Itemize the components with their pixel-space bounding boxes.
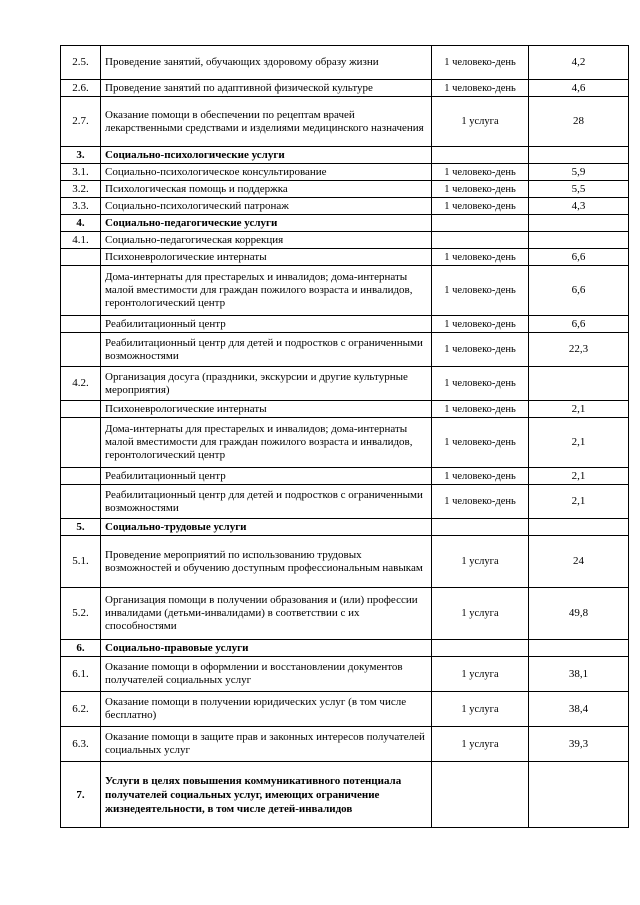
service-name: Проведение занятий по адаптивной физической культуре bbox=[101, 80, 432, 97]
row-number: 3.3. bbox=[61, 198, 101, 215]
service-unit: 1 человеко-день bbox=[432, 164, 529, 181]
service-unit: 1 человеко-день bbox=[432, 249, 529, 266]
table-row bbox=[61, 97, 629, 147]
service-name: Социально-психологический патронаж bbox=[101, 198, 432, 215]
service-value: 4,3 bbox=[529, 198, 629, 215]
section-title: Услуги в целях повышения коммуникативного потенциала получателей социальных услуг, имеющих ограничение жизнедеятельности, в том числе детей-инвалидов bbox=[101, 762, 432, 828]
service-unit: 1 услуга bbox=[432, 97, 529, 147]
service-name: Дома-интернаты для престарелых и инвалидов; дома-интернаты малой вместимости для граждан пожилого возраста и инвалидов, геронтологический центр bbox=[101, 418, 432, 468]
row-number bbox=[61, 316, 101, 333]
service-name: Оказание помощи в обеспечении по рецептам врачей лекарственными средствами и изделиями медицинского назначения bbox=[101, 97, 432, 147]
row-number: 3.2. bbox=[61, 181, 101, 198]
service-name: Социально-психологическое консультирование bbox=[101, 164, 432, 181]
section-row bbox=[61, 147, 629, 164]
section-row bbox=[61, 762, 629, 828]
row-number: 4.2. bbox=[61, 367, 101, 401]
service-value: 2,1 bbox=[529, 418, 629, 468]
row-number: 2.6. bbox=[61, 80, 101, 97]
service-value: 5,9 bbox=[529, 164, 629, 181]
service-unit: 1 человеко-день bbox=[432, 418, 529, 468]
table-row bbox=[61, 727, 629, 762]
service-name: Оказание помощи в оформлении и восстановлении документов получателей социальных услуг bbox=[101, 657, 432, 692]
section-row bbox=[61, 215, 629, 232]
service-value: 39,3 bbox=[529, 727, 629, 762]
service-name: Реабилитационный центр bbox=[101, 316, 432, 333]
table-row bbox=[61, 80, 629, 97]
table-row bbox=[61, 536, 629, 588]
row-number bbox=[61, 333, 101, 367]
row-number: 2.7. bbox=[61, 97, 101, 147]
row-number: 7. bbox=[61, 762, 101, 828]
service-unit: 1 человеко-день bbox=[432, 46, 529, 80]
row-number: 5.2. bbox=[61, 588, 101, 640]
section-title: Социально-трудовые услуги bbox=[101, 519, 432, 536]
service-unit: 1 человеко-день bbox=[432, 198, 529, 215]
service-unit bbox=[432, 147, 529, 164]
service-value bbox=[529, 519, 629, 536]
service-name: Психоневрологические интернаты bbox=[101, 249, 432, 266]
service-value: 2,1 bbox=[529, 468, 629, 485]
row-number: 3.1. bbox=[61, 164, 101, 181]
row-number bbox=[61, 266, 101, 316]
service-unit: 1 услуга bbox=[432, 727, 529, 762]
service-value: 6,6 bbox=[529, 249, 629, 266]
row-number: 5.1. bbox=[61, 536, 101, 588]
service-value bbox=[529, 367, 629, 401]
service-unit: 1 услуга bbox=[432, 657, 529, 692]
service-name: Организация помощи в получении образования и (или) профессии инвалидами (детьми-инвалидами) в соответствии с их способностями bbox=[101, 588, 432, 640]
service-value bbox=[529, 640, 629, 657]
row-number bbox=[61, 468, 101, 485]
table-row bbox=[61, 485, 629, 519]
row-number: 6.2. bbox=[61, 692, 101, 727]
section-row bbox=[61, 519, 629, 536]
service-unit bbox=[432, 519, 529, 536]
service-unit bbox=[432, 640, 529, 657]
table-row bbox=[61, 198, 629, 215]
service-unit bbox=[432, 215, 529, 232]
service-value: 2,1 bbox=[529, 485, 629, 519]
service-unit: 1 человеко-день bbox=[432, 468, 529, 485]
table-row bbox=[61, 46, 629, 80]
table-row bbox=[61, 367, 629, 401]
section-row bbox=[61, 640, 629, 657]
service-unit: 1 услуга bbox=[432, 692, 529, 727]
section-title: Социально-психологические услуги bbox=[101, 147, 432, 164]
service-value: 38,1 bbox=[529, 657, 629, 692]
service-value: 28 bbox=[529, 97, 629, 147]
service-name: Организация досуга (праздники, экскурсии и другие культурные мероприятия) bbox=[101, 367, 432, 401]
table-row bbox=[61, 316, 629, 333]
service-value: 4,2 bbox=[529, 46, 629, 80]
row-number bbox=[61, 418, 101, 468]
table-row bbox=[61, 232, 629, 249]
service-name: Проведение занятий, обучающих здоровому образу жизни bbox=[101, 46, 432, 80]
service-value bbox=[529, 762, 629, 828]
row-number bbox=[61, 401, 101, 418]
service-value: 6,6 bbox=[529, 316, 629, 333]
service-unit: 1 услуга bbox=[432, 536, 529, 588]
service-unit: 1 человеко-день bbox=[432, 401, 529, 418]
service-value: 4,6 bbox=[529, 80, 629, 97]
service-unit: 1 человеко-день bbox=[432, 80, 529, 97]
service-name: Реабилитационный центр для детей и подростков с ограниченными возможностями bbox=[101, 485, 432, 519]
service-name: Оказание помощи в защите прав и законных интересов получателей социальных услуг bbox=[101, 727, 432, 762]
service-name: Реабилитационный центр для детей и подростков с ограниченными возможностями bbox=[101, 333, 432, 367]
tariff-table bbox=[60, 45, 629, 828]
service-name: Дома-интернаты для престарелых и инвалидов; дома-интернаты малой вместимости для граждан пожилого возраста и инвалидов, геронтологический центр bbox=[101, 266, 432, 316]
table-row bbox=[61, 588, 629, 640]
row-number: 6.1. bbox=[61, 657, 101, 692]
table-row bbox=[61, 692, 629, 727]
service-unit: 1 человеко-день bbox=[432, 181, 529, 198]
table-row bbox=[61, 164, 629, 181]
service-value bbox=[529, 147, 629, 164]
row-number: 4.1. bbox=[61, 232, 101, 249]
service-value bbox=[529, 232, 629, 249]
service-unit: 1 человеко-день bbox=[432, 316, 529, 333]
row-number: 6.3. bbox=[61, 727, 101, 762]
table-row bbox=[61, 657, 629, 692]
service-name: Оказание помощи в получении юридических услуг (в том числе бесплатно) bbox=[101, 692, 432, 727]
service-name: Психологическая помощь и поддержка bbox=[101, 181, 432, 198]
row-number: 3. bbox=[61, 147, 101, 164]
table-row bbox=[61, 181, 629, 198]
service-unit: 1 услуга bbox=[432, 588, 529, 640]
service-unit: 1 человеко-день bbox=[432, 367, 529, 401]
table-row bbox=[61, 333, 629, 367]
table-row bbox=[61, 401, 629, 418]
service-value: 6,6 bbox=[529, 266, 629, 316]
service-unit: 1 человеко-день bbox=[432, 485, 529, 519]
service-value: 24 bbox=[529, 536, 629, 588]
service-value: 22,3 bbox=[529, 333, 629, 367]
service-unit bbox=[432, 232, 529, 249]
section-title: Социально-педагогические услуги bbox=[101, 215, 432, 232]
row-number: 4. bbox=[61, 215, 101, 232]
row-number: 6. bbox=[61, 640, 101, 657]
service-name: Проведение мероприятий по использованию трудовых возможностей и обучению доступным профессиональным навыкам bbox=[101, 536, 432, 588]
row-number: 5. bbox=[61, 519, 101, 536]
service-value: 5,5 bbox=[529, 181, 629, 198]
row-number bbox=[61, 249, 101, 266]
service-unit: 1 человеко-день bbox=[432, 266, 529, 316]
row-number bbox=[61, 485, 101, 519]
section-title: Социально-правовые услуги bbox=[101, 640, 432, 657]
table-row bbox=[61, 418, 629, 468]
table-row bbox=[61, 249, 629, 266]
service-unit: 1 человеко-день bbox=[432, 333, 529, 367]
service-value bbox=[529, 215, 629, 232]
service-value: 49,8 bbox=[529, 588, 629, 640]
service-name: Психоневрологические интернаты bbox=[101, 401, 432, 418]
service-value: 38,4 bbox=[529, 692, 629, 727]
table-row bbox=[61, 468, 629, 485]
service-name: Реабилитационный центр bbox=[101, 468, 432, 485]
service-name: Социально-педагогическая коррекция bbox=[101, 232, 432, 249]
service-value: 2,1 bbox=[529, 401, 629, 418]
row-number: 2.5. bbox=[61, 46, 101, 80]
table-row bbox=[61, 266, 629, 316]
service-unit bbox=[432, 762, 529, 828]
